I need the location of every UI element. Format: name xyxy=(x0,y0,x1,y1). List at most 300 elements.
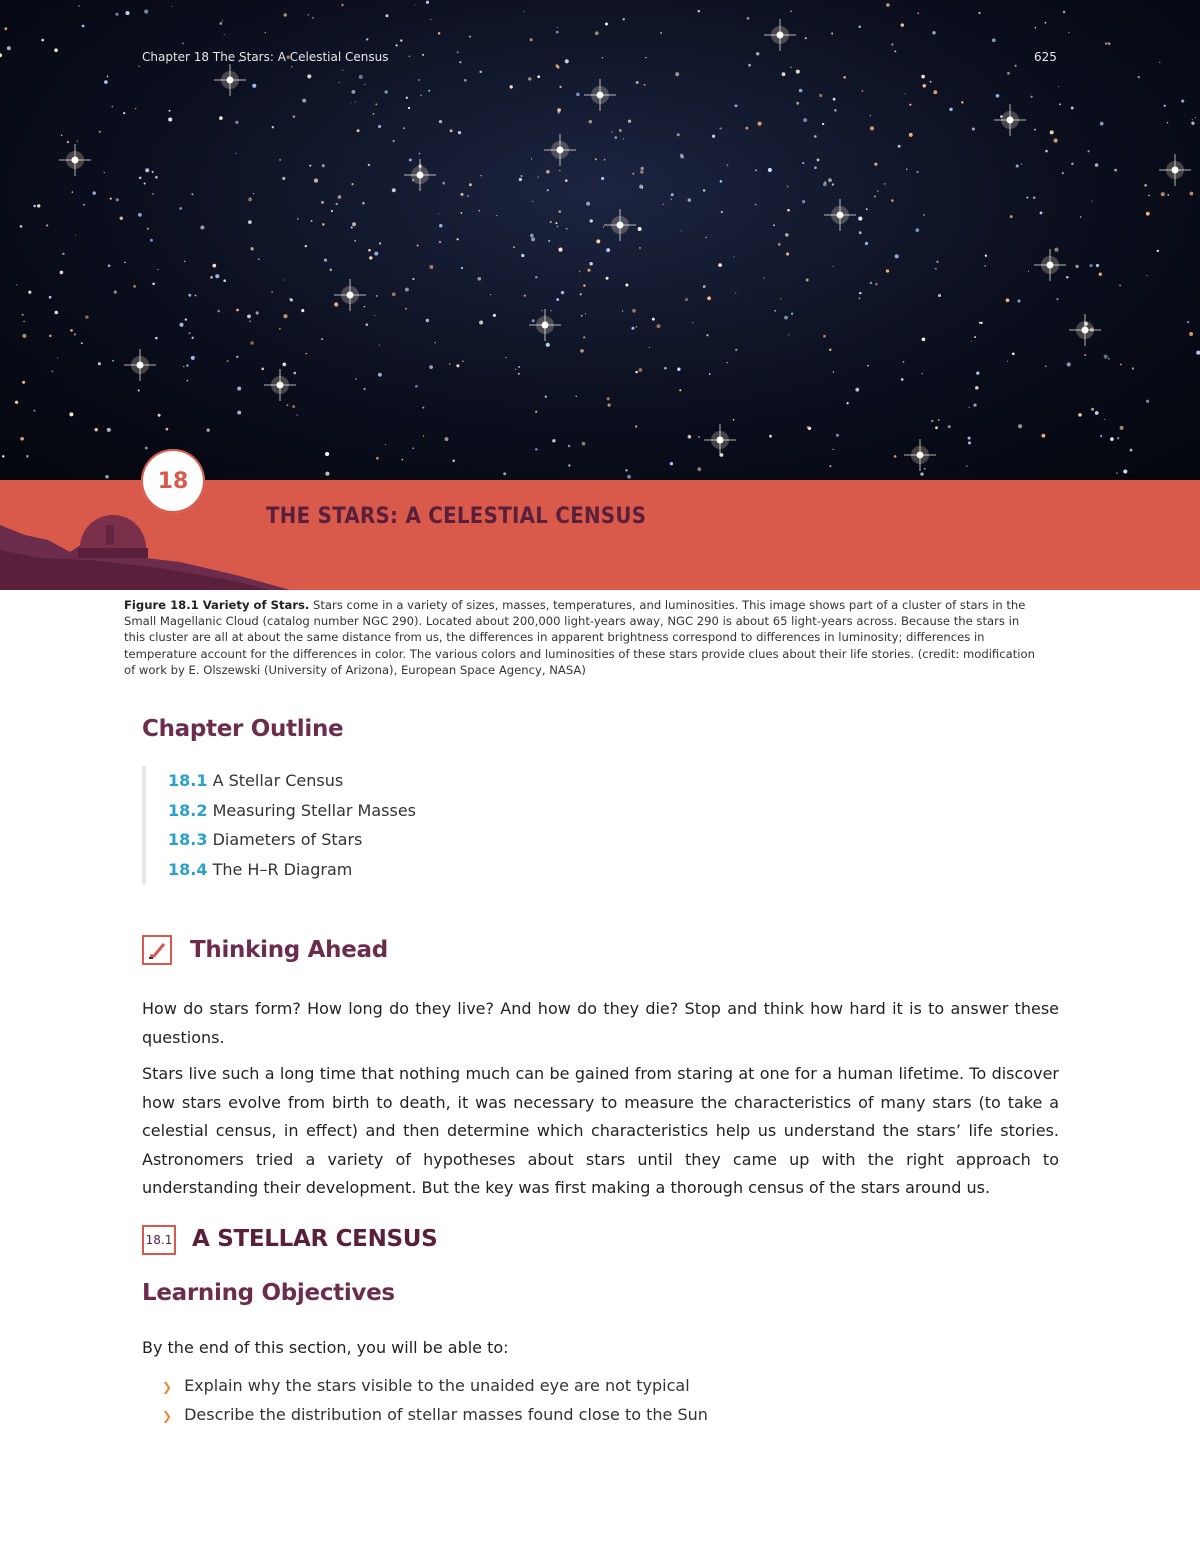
star-dot xyxy=(379,242,381,244)
star-dot xyxy=(378,373,382,377)
star-dot xyxy=(803,118,807,122)
star-dot xyxy=(874,163,877,166)
star-dot xyxy=(1138,76,1140,78)
star-dot xyxy=(291,66,292,67)
star-dot xyxy=(293,372,296,375)
star-dot xyxy=(376,295,378,297)
star-dot xyxy=(81,342,83,344)
star-dot xyxy=(155,176,158,179)
star-dot xyxy=(385,444,386,445)
star-dot xyxy=(1104,419,1105,420)
star-dot xyxy=(623,138,624,139)
bright-star xyxy=(1069,314,1101,346)
star-dot xyxy=(846,402,848,404)
star-dot xyxy=(415,385,418,388)
star-dot xyxy=(26,455,29,458)
star-dot xyxy=(692,322,693,323)
star-dot xyxy=(532,201,533,202)
star-dot xyxy=(1120,364,1122,366)
star-dot xyxy=(649,347,650,348)
star-dot xyxy=(790,67,792,69)
star-dot xyxy=(210,276,213,279)
star-dot xyxy=(461,267,463,269)
star-dot xyxy=(608,404,611,407)
star-dot xyxy=(589,120,592,123)
star-dot xyxy=(1100,435,1102,437)
star-dot xyxy=(1028,271,1029,272)
star-dot xyxy=(802,162,804,164)
star-dot xyxy=(996,94,1000,98)
star-dot xyxy=(780,298,781,299)
star-dot xyxy=(460,193,463,196)
star-dot xyxy=(403,127,405,129)
bright-star xyxy=(334,279,366,311)
star-dot xyxy=(1035,27,1036,28)
outline-item-label[interactable]: A Stellar Census xyxy=(212,771,344,790)
star-dot xyxy=(1058,86,1059,87)
star-dot xyxy=(891,199,894,202)
bright-star xyxy=(604,209,636,241)
star-dot xyxy=(22,334,26,338)
star-dot xyxy=(186,380,188,382)
star-dot xyxy=(456,238,458,240)
star-dot xyxy=(438,213,439,214)
star-dot xyxy=(832,449,833,450)
star-dot xyxy=(583,284,585,286)
bright-star xyxy=(544,134,576,166)
star-dot xyxy=(309,165,311,167)
star-dot xyxy=(138,213,142,217)
hero-star-cluster-image xyxy=(0,0,1200,480)
star-dot xyxy=(212,264,216,268)
star-dot xyxy=(924,468,926,470)
star-dot xyxy=(1104,355,1108,359)
star-dot xyxy=(83,204,85,206)
star-dot xyxy=(237,387,241,391)
star-dot xyxy=(513,246,515,248)
star-dot xyxy=(256,311,259,314)
star-dot xyxy=(530,234,534,238)
chevron-right-icon: ❯ xyxy=(162,1409,173,1423)
star-dot xyxy=(366,38,368,40)
star-dot xyxy=(585,313,586,314)
star-dot xyxy=(718,263,722,267)
star-dot xyxy=(606,248,610,252)
star-dot xyxy=(351,226,353,228)
star-dot xyxy=(115,13,118,16)
star-dot xyxy=(359,75,363,79)
star-dot xyxy=(619,129,622,132)
star-dot xyxy=(938,294,941,297)
star-dot xyxy=(248,197,252,201)
star-dot xyxy=(223,279,226,282)
star-dot xyxy=(111,106,113,108)
star-dot xyxy=(727,164,729,166)
star-dot xyxy=(558,210,561,213)
star-dot xyxy=(1071,162,1074,165)
star-dot xyxy=(635,425,637,427)
star-dot xyxy=(409,159,412,162)
outline-item-number[interactable]: 18.3 xyxy=(168,830,208,850)
star-dot xyxy=(1078,413,1082,417)
star-dot xyxy=(49,296,52,299)
star-dot xyxy=(368,249,371,252)
star-dot xyxy=(602,57,604,59)
star-dot xyxy=(623,18,625,20)
star-dot xyxy=(261,368,264,371)
objective-item xyxy=(162,1376,690,1395)
star-dot xyxy=(396,44,398,46)
section-title: A STELLAR CENSUS xyxy=(192,1226,438,1252)
star-dot xyxy=(147,228,149,230)
star-dot xyxy=(144,10,148,14)
star-dot xyxy=(833,98,836,101)
bright-star xyxy=(704,424,736,456)
star-dot xyxy=(467,195,469,197)
star-dot xyxy=(625,469,627,471)
star-dot xyxy=(1105,42,1107,44)
star-dot xyxy=(909,133,913,137)
star-dot xyxy=(1116,472,1118,474)
star-dot xyxy=(123,112,125,114)
star-dot xyxy=(1030,96,1032,98)
star-dot xyxy=(351,183,353,185)
star-dot xyxy=(1144,184,1146,186)
star-dot xyxy=(412,448,413,449)
star-dot xyxy=(385,90,388,93)
star-dot xyxy=(438,32,441,35)
star-dot xyxy=(922,337,926,341)
star-dot xyxy=(379,345,380,346)
outline-item[interactable] xyxy=(168,766,416,796)
star-dot xyxy=(859,231,862,234)
star-dot xyxy=(183,366,184,367)
star-dot xyxy=(805,37,807,39)
star-dot xyxy=(1120,426,1124,430)
star-dot xyxy=(258,258,260,260)
star-dot xyxy=(283,314,287,318)
outline-item-label[interactable]: Diameters of Stars xyxy=(212,830,363,850)
star-dot xyxy=(524,295,526,297)
star-dot xyxy=(469,183,472,186)
star-dot xyxy=(375,103,377,105)
star-dot xyxy=(949,108,952,111)
star-dot xyxy=(1167,194,1169,196)
star-dot xyxy=(302,99,306,103)
outline-item[interactable] xyxy=(168,825,416,855)
star-dot xyxy=(23,321,25,323)
star-dot xyxy=(859,292,861,294)
outline-item-number[interactable]: 18.4 xyxy=(168,859,208,879)
thinking-ahead-icon xyxy=(142,935,172,965)
star-dot xyxy=(324,258,327,261)
star-dot xyxy=(1161,192,1165,196)
star-dot xyxy=(1191,122,1194,125)
star-dot xyxy=(901,23,904,26)
star-dot xyxy=(458,131,461,134)
star-dot xyxy=(870,115,871,116)
star-dot xyxy=(322,164,325,167)
star-dot xyxy=(579,270,581,272)
star-dot xyxy=(933,90,937,94)
objective-item-text: Describe the distribution of stellar masses found close to the Sun xyxy=(184,1405,708,1424)
outline-item-number[interactable]: 18.1 xyxy=(168,771,208,790)
star-dot xyxy=(422,407,424,409)
star-dot xyxy=(341,4,344,7)
star-dot xyxy=(104,172,105,173)
star-dot xyxy=(107,428,111,432)
star-dot xyxy=(107,76,109,78)
star-dot xyxy=(703,285,706,288)
bright-star xyxy=(994,104,1026,136)
star-dot xyxy=(248,220,252,224)
star-dot xyxy=(984,265,986,267)
star-dot xyxy=(496,215,497,216)
star-dot xyxy=(236,153,237,154)
pencil-check-icon xyxy=(144,937,170,963)
star-dot xyxy=(778,243,781,246)
star-dot xyxy=(932,31,935,34)
star-dot xyxy=(670,462,673,465)
star-dot xyxy=(422,54,424,56)
star-dot xyxy=(20,225,23,228)
star-dot xyxy=(535,448,537,450)
star-dot xyxy=(773,224,775,226)
star-dot xyxy=(1056,298,1058,300)
star-dot xyxy=(557,108,561,112)
star-dot xyxy=(218,310,220,312)
star-dot xyxy=(903,361,905,363)
star-dot xyxy=(670,198,672,200)
star-dot xyxy=(895,254,899,258)
star-dot xyxy=(589,262,593,266)
star-dot xyxy=(814,135,817,138)
star-dot xyxy=(461,212,463,214)
star-dot xyxy=(423,435,425,437)
star-dot xyxy=(301,309,304,312)
star-dot xyxy=(832,183,834,185)
star-dot xyxy=(550,310,551,311)
star-dot xyxy=(331,210,333,212)
star-dot xyxy=(861,90,863,92)
figure-label: Figure 18.1 Variety of Stars. xyxy=(124,598,310,612)
star-dot xyxy=(817,158,820,161)
star-dot xyxy=(769,435,772,438)
page-number: 625 xyxy=(1034,50,1057,64)
star-dot xyxy=(605,22,608,25)
bright-star xyxy=(124,349,156,381)
star-dot xyxy=(719,127,721,129)
star-dot xyxy=(457,51,459,53)
star-dot xyxy=(535,276,537,278)
star-dot xyxy=(521,175,523,177)
star-dot xyxy=(518,366,520,368)
star-dot xyxy=(306,353,308,355)
star-dot xyxy=(652,318,655,321)
star-dot xyxy=(236,356,238,358)
outline-item-label[interactable]: Measuring Stellar Masses xyxy=(212,800,417,820)
star-dot xyxy=(923,214,925,216)
star-field xyxy=(0,0,1200,480)
star-dot xyxy=(449,363,451,365)
star-dot xyxy=(286,404,288,406)
star-dot xyxy=(1099,273,1102,276)
outline-item-label[interactable]: The H–R Diagram xyxy=(212,859,353,879)
star-dot xyxy=(664,367,667,370)
star-dot xyxy=(784,316,788,320)
star-dot xyxy=(565,179,568,182)
star-dot xyxy=(227,360,229,362)
star-dot xyxy=(222,20,223,21)
star-dot xyxy=(366,323,369,326)
star-dot xyxy=(378,125,381,128)
star-dot xyxy=(747,17,750,20)
star-dot xyxy=(464,79,467,82)
star-dot xyxy=(120,216,124,220)
star-dot xyxy=(901,378,904,381)
star-dot xyxy=(537,75,540,78)
star-dot xyxy=(98,362,101,365)
star-dot xyxy=(979,322,981,324)
star-dot xyxy=(936,261,938,263)
star-dot xyxy=(1108,358,1110,360)
star-dot xyxy=(155,337,158,340)
star-dot xyxy=(110,198,112,200)
objectives-intro: By the end of this section, you will be able to: xyxy=(142,1338,509,1357)
star-dot xyxy=(402,459,404,461)
star-dot xyxy=(420,95,421,96)
star-dot xyxy=(976,371,979,374)
star-dot xyxy=(133,285,136,288)
star-dot xyxy=(418,79,420,81)
star-dot xyxy=(237,411,241,415)
star-dot xyxy=(874,195,876,197)
star-dot xyxy=(104,80,108,84)
star-dot xyxy=(918,12,920,14)
star-dot xyxy=(406,97,408,99)
star-dot xyxy=(15,401,18,404)
star-dot xyxy=(435,342,436,343)
star-dot xyxy=(1196,351,1200,355)
star-dot xyxy=(188,294,191,297)
star-dot xyxy=(720,180,723,183)
outline-item-number[interactable]: 18.2 xyxy=(168,800,208,820)
star-dot xyxy=(373,113,375,115)
star-dot xyxy=(417,245,419,247)
star-dot xyxy=(886,3,890,7)
star-dot xyxy=(158,414,161,417)
star-dot xyxy=(608,249,610,251)
star-dot xyxy=(891,43,893,45)
star-dot xyxy=(870,126,874,130)
star-dot xyxy=(975,386,978,389)
star-dot xyxy=(677,367,680,370)
star-dot xyxy=(1148,195,1150,197)
star-dot xyxy=(57,357,58,358)
star-dot xyxy=(782,72,786,76)
star-dot xyxy=(921,75,925,79)
star-dot xyxy=(462,361,463,362)
star-dot xyxy=(707,296,711,300)
star-dot xyxy=(555,222,557,224)
star-dot xyxy=(314,179,318,183)
star-dot xyxy=(867,365,869,367)
star-dot xyxy=(1018,300,1021,303)
star-dot xyxy=(1054,138,1058,142)
bright-star xyxy=(764,19,796,51)
star-dot xyxy=(632,173,634,175)
star-dot xyxy=(272,126,274,128)
star-dot xyxy=(973,403,976,406)
star-dot xyxy=(282,177,285,180)
star-dot xyxy=(67,141,69,143)
star-dot xyxy=(22,314,24,316)
star-dot xyxy=(733,256,734,257)
star-dot xyxy=(364,306,365,307)
star-dot xyxy=(915,228,919,232)
star-dot xyxy=(698,436,700,438)
star-dot xyxy=(374,315,375,316)
star-dot xyxy=(1084,354,1086,356)
star-dot xyxy=(41,39,44,42)
star-dot xyxy=(1068,32,1069,33)
star-dot xyxy=(191,193,193,195)
outline-item[interactable] xyxy=(168,796,416,826)
star-dot xyxy=(1066,276,1069,279)
star-dot xyxy=(548,240,550,242)
chapter-outline-list xyxy=(142,766,416,884)
star-dot xyxy=(1045,22,1047,24)
star-dot xyxy=(312,17,314,19)
star-dot xyxy=(307,74,311,78)
star-dot xyxy=(829,349,831,351)
star-dot xyxy=(150,239,153,242)
bright-star xyxy=(404,159,436,191)
star-dot xyxy=(363,388,365,390)
star-dot xyxy=(843,76,846,79)
star-dot xyxy=(49,334,52,337)
star-dot xyxy=(74,333,76,335)
star-dot xyxy=(311,220,313,222)
star-dot xyxy=(1146,212,1150,216)
star-dot xyxy=(1119,284,1121,286)
outline-item[interactable] xyxy=(168,855,416,885)
star-dot xyxy=(1033,196,1036,199)
chapter-outline-heading: Chapter Outline xyxy=(142,716,344,742)
star-dot xyxy=(709,373,711,375)
star-dot xyxy=(920,472,923,475)
star-dot xyxy=(69,412,73,416)
star-dot xyxy=(60,271,64,275)
star-dot xyxy=(7,46,11,50)
star-dot xyxy=(582,442,586,446)
star-dot xyxy=(1095,411,1099,415)
star-dot xyxy=(785,233,789,237)
running-head-title: Chapter 18 The Stars: A Celestial Census xyxy=(142,50,389,64)
star-dot xyxy=(338,195,342,199)
star-dot xyxy=(774,310,776,312)
star-dot xyxy=(663,204,664,205)
star-dot xyxy=(632,309,636,313)
star-dot xyxy=(545,395,547,397)
star-dot xyxy=(82,25,85,28)
bright-star xyxy=(59,144,91,176)
star-dot xyxy=(1071,107,1074,110)
bright-star xyxy=(1159,154,1191,186)
bright-star xyxy=(264,369,296,401)
star-dot xyxy=(55,311,59,315)
star-dot xyxy=(829,465,831,467)
